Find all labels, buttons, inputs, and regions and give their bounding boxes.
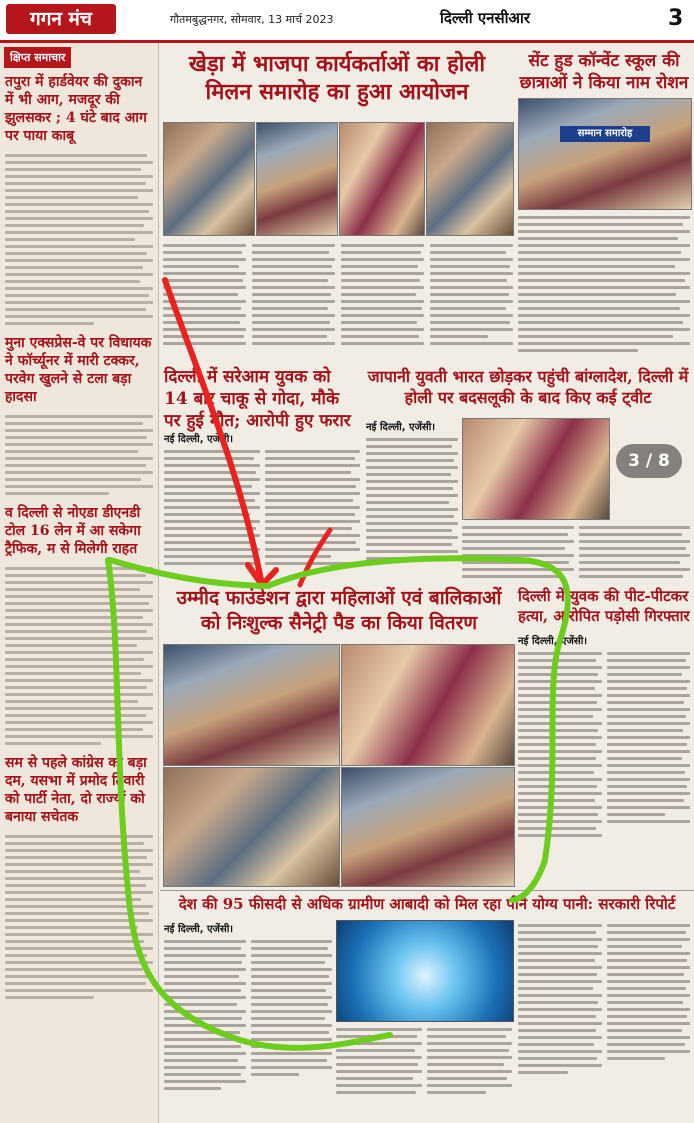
green-highlight-stroke — [268, 558, 568, 900]
umeed-story-headline: उम्मीद फाउंडेशन द्वारा महिलाओं एवं बालिकाओं को निःशुल्क सैनेट्री पैड का किया वितरण — [176, 587, 502, 634]
green-highlight-stroke — [108, 560, 390, 1048]
photo-banner: सम्मान समारोह — [560, 126, 650, 142]
newspaper-brand: गगन मंच — [6, 4, 116, 34]
left-story-headline: व दिल्ली से नोएडा डीएनडी टोल 16 लेन में आ सकेगा ट्रैफिक, म से मिलेगी राहत — [5, 505, 141, 557]
assault-story-headline: दिल्ली में युवक की पीट-पीटकर हत्या, आरोपित पड़ोसी गिरफ्तार — [518, 587, 690, 625]
stabbing-story-headline: दिल्ली में सरेआम युवक को 14 बार चाकू से गोदा, मौके पर हुई मौत; आरोपी हुए फरार — [164, 367, 351, 431]
page-number: 3 — [668, 6, 684, 31]
red-arrow-stroke — [165, 280, 262, 585]
left-story-headline: सम से पहले कांग्रेस का बड़ा दम, यसभा में प्रमोद तिवारी को पार्टी नेता, दो राज्यों को बनाया सचेतक — [5, 755, 147, 825]
school-story-headline: सेंट हुड कॉन्वेंट स्कूल की छात्राओं ने किया नाम रोशन — [519, 51, 689, 93]
edition-label: दिल्ली एनसीआर — [440, 9, 531, 27]
water-story-headline: देश की 95 फीसदी से अधिक ग्रामीण आबादी को मिल रहा पीने योग्य पानी: सरकारी रिपोर्ट — [178, 895, 676, 913]
left-story-headline: मुना एक्सप्रेस-वे पर विधायक ने फॉर्च्यूनर में मारी टक्कर, परवेग खुलने से टला बड़ा हादसा — [5, 335, 152, 405]
byline: नई दिल्ली, एजेंसी। — [164, 434, 234, 445]
byline: नई दिल्ली, एजेंसी। — [366, 422, 436, 433]
byline: नई दिल्ली, एजेंसी। — [518, 636, 588, 647]
left-story-headline: तपुरा में हार्डवेयर की दुकान में भी आग, मजदूर की झुलसकर ; 4 घंटे बाद आग पर पाया काबू — [5, 74, 147, 144]
byline: नई दिल्ली, एजेंसी। — [164, 924, 234, 935]
section-tag: क्षिप्त समाचार — [4, 47, 71, 68]
dateline: गौतमबुद्धनगर, सोमवार, 13 मार्च 2023 — [170, 13, 334, 26]
image-counter[interactable]: 3 / 8 — [616, 444, 682, 478]
japan-story-headline: जापानी युवती भारत छोड़कर पहुंची बांग्लादेश, दिल्ली में होली पर बदसलूकी के बाद किए कई ट्वीट — [367, 367, 689, 407]
green-highlight-stroke — [110, 560, 268, 586]
main-story-headline: खेड़ा में भाजपा कार्यकर्ताओं का होली मिलन समारोह का हुआ आयोजन — [188, 51, 486, 105]
